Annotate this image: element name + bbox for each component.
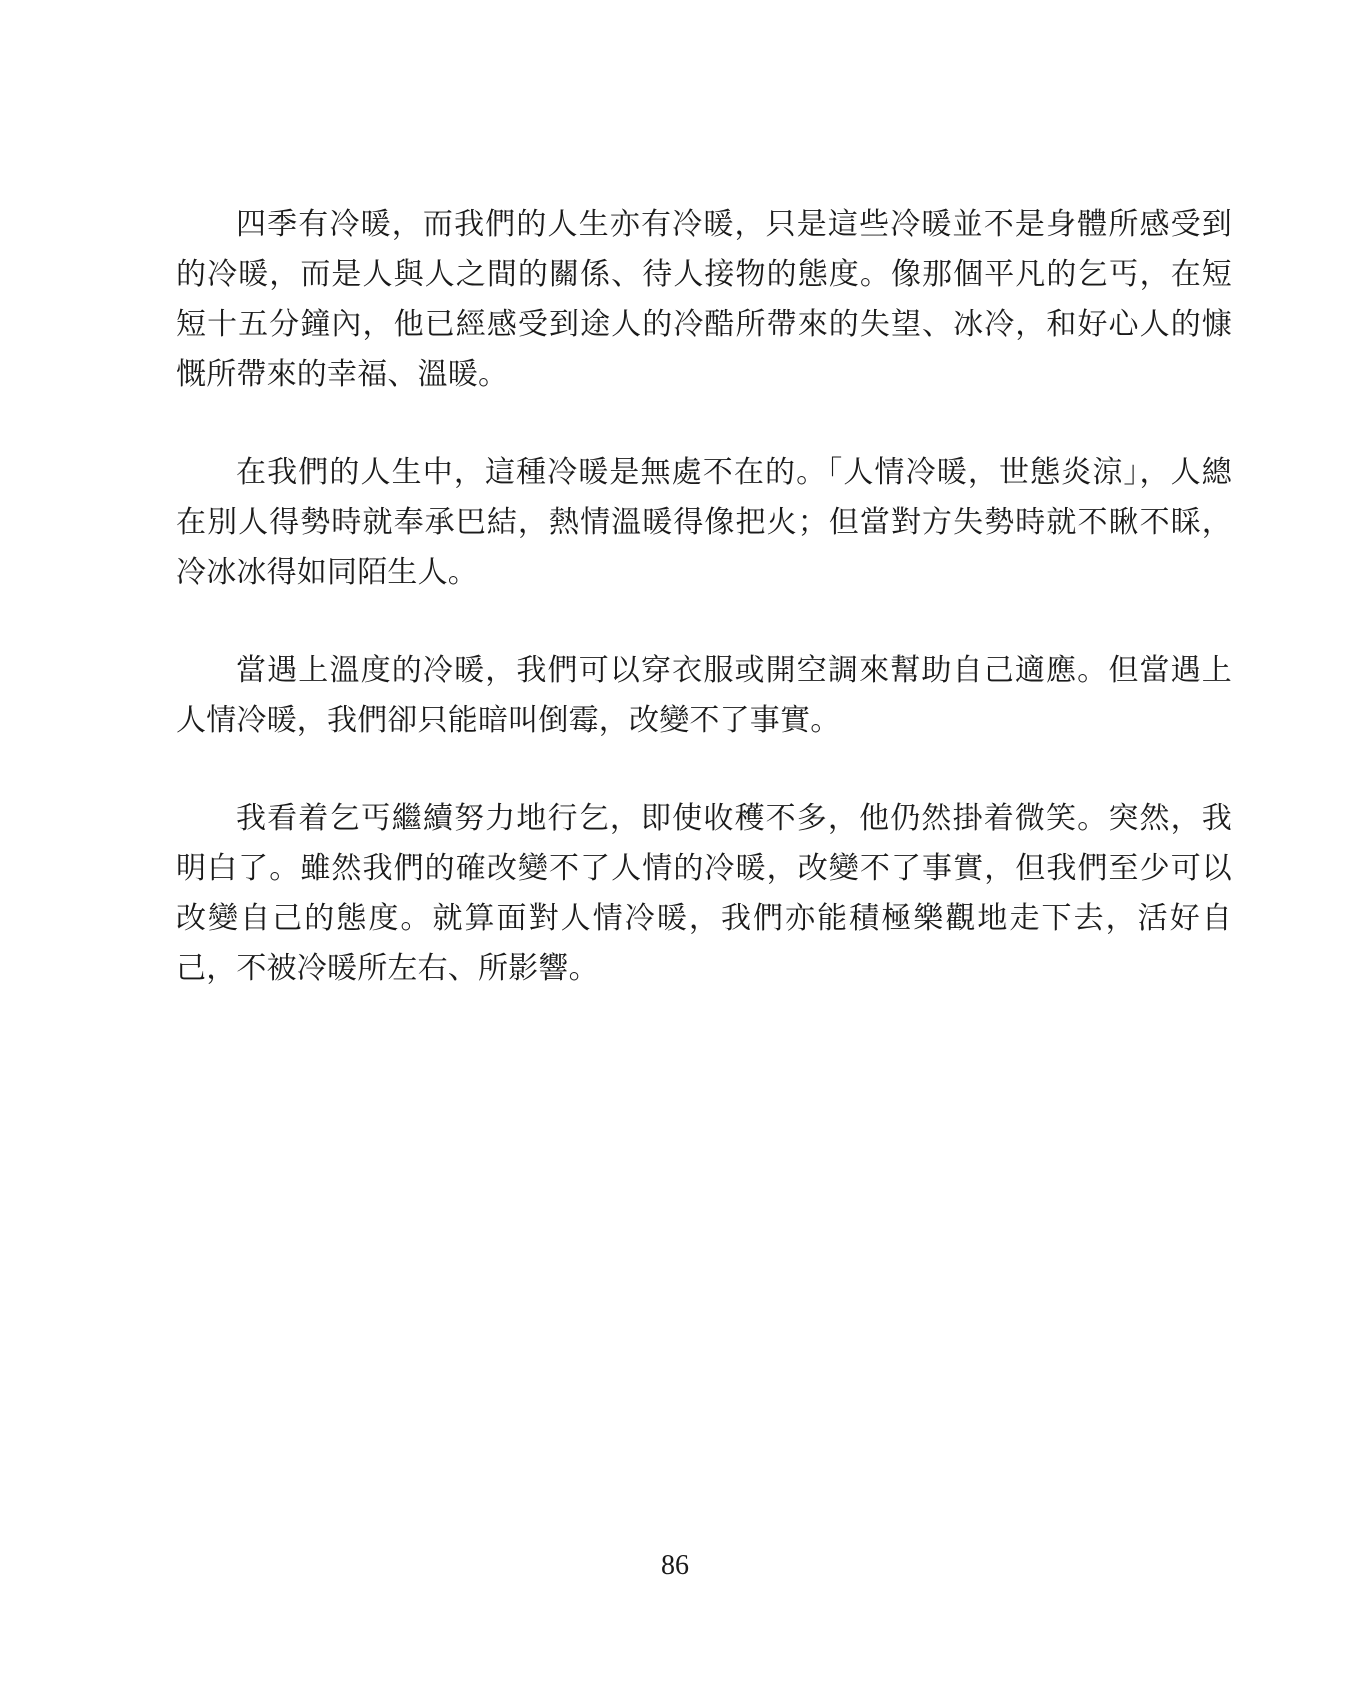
page-number: 86 — [661, 1550, 689, 1581]
paragraph-3: 當遇上溫度的冷暖，我們可以穿衣服或開空調來幫助自己適應。但當遇上人情冷暖，我們卻只能暗叫倒霉，改變不了事實。 — [176, 653, 1232, 738]
paragraph-2: 在我們的人生中，這種冷暖是無處不在的。「人情冷暖，世態炎涼」，人總在別人得勢時就奉承巴結，熱情溫暖得像把火；但當對方失勢時就不瞅不睬，冷冰冰得如同陌生人。 — [176, 455, 1232, 590]
body-text — [176, 200, 1232, 1042]
paragraph-4: 我看着乞丐繼續努力地行乞，即使收穫不多，他仍然掛着微笑。突然，我明白了。雖然我們的確改變不了人情的冷暖，改變不了事實，但我們至少可以改變自己的態度。就算面對人情冷暖，我們亦能積極樂觀地走下去，活好自己，不被冷暖所左右、所影響。 — [176, 801, 1232, 986]
paragraph-1: 四季有冷暖，而我們的人生亦有冷暖，只是這些冷暖並不是身體所感受到的冷暖，而是人與人之間的關係、待人接物的態度。像那個平凡的乞丐，在短短十五分鐘內，他已經感受到途人的冷酷所帶來的失望、冰冷，和好心人的慷慨所帶來的幸福、溫暖。 — [176, 207, 1232, 392]
